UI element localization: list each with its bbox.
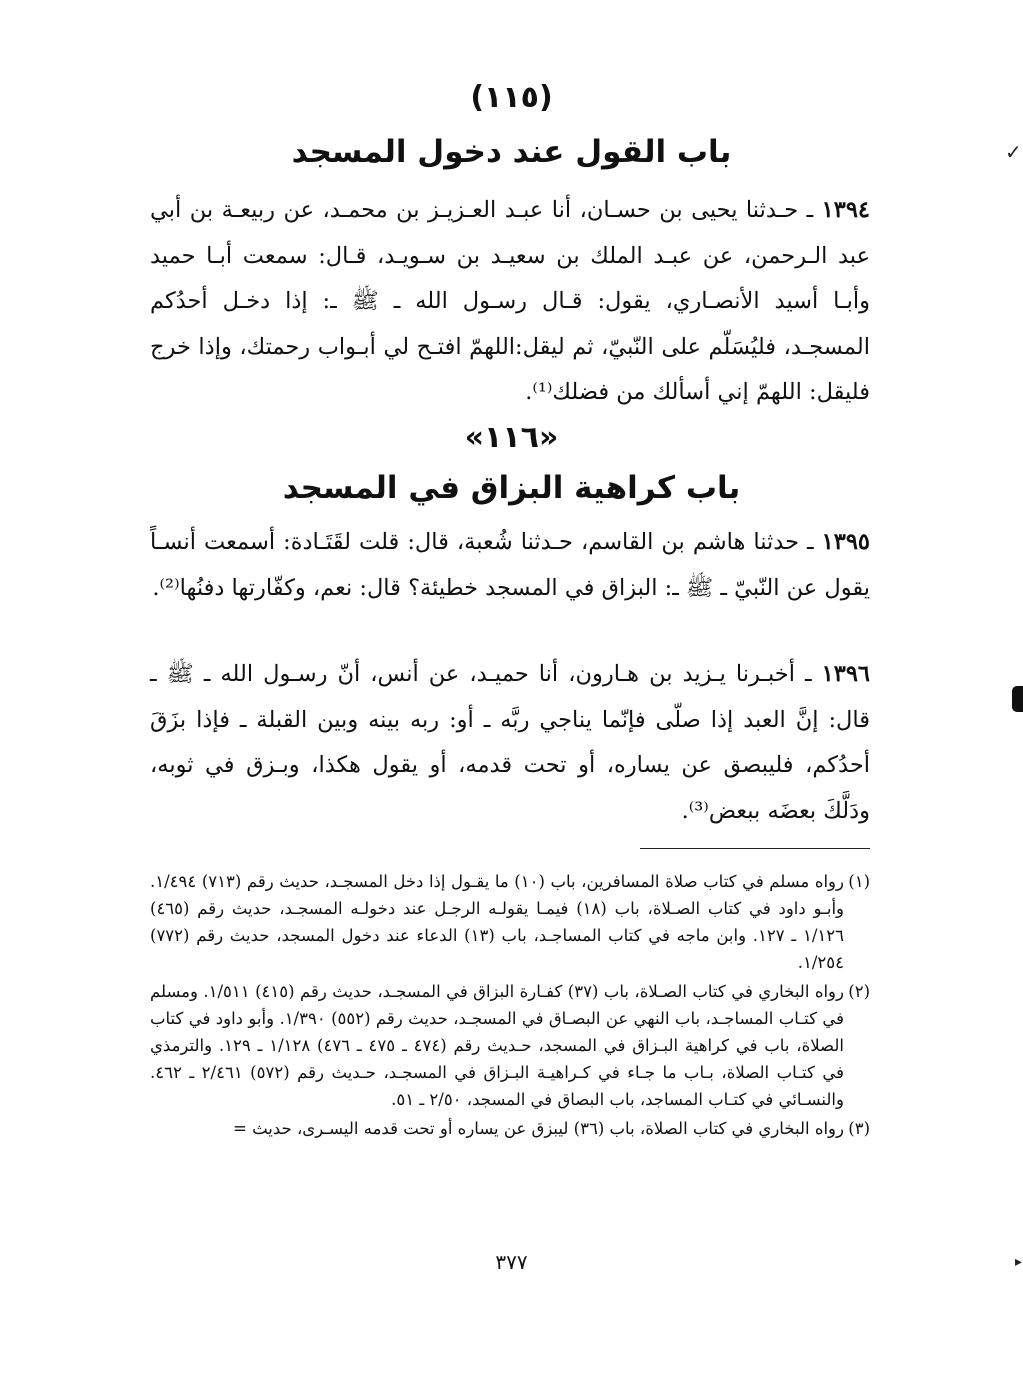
hadith-paragraph bbox=[150, 652, 870, 834]
footnote-divider bbox=[640, 848, 870, 849]
hadith-1395 bbox=[150, 520, 870, 611]
footnote-text: رواه البخاري في كتاب الصـلاة، باب (٣٧) كفـارة البزاق في المسجـد، حديث رقم (٤١٥) ١/٥١١. ومسلم في كتـاب المساجـد، باب النهي عن البصـاق في المسجـد، حديث رقم (٥٥٢) ١/٣٩٠. وأبو داود في كتاب الصلاة، باب في كراهية البـزاق في المسجد، حـديث رقم (٤٧٤ ـ ٤٧٥ ـ ٤٧٦) ١/١٢٨ ـ ١٢٩. والترمذي في كتـاب الصلاة، بـاب ما جـاء في كـراهيـة البـزاق في المسجـد، حـديث رقم (٥٧٢) ٢/٤٦١ ـ ٤٦٢. والنسـائي في كتـاب المساجد، باب البصاق في المسجد، ٢/٥٠ ـ ٥١. bbox=[150, 982, 844, 1109]
page-number: ٣٧٧ bbox=[495, 1250, 528, 1274]
chapter-title-entering-mosque: باب القول عند دخول المسجد bbox=[291, 134, 732, 170]
hadith-paragraph bbox=[150, 520, 870, 611]
footnote bbox=[150, 978, 870, 1113]
hadith-text: ـ أخبـرنا يـزيد بن هـارون، أنا حميـد، عن أنس، أنّ رسـول الله ـ ﷺ ـ قال: إنَّ العبد إذا صلّى فإنّما يناجي ربَّه ـ أو: ربه بينه وبين القبلة ـ فإذا بزَقَ أحدُكم، فليبصق عن يساره، أو تحت قدمه، أو يقول هكذا، وبـزق في ثوبه، ودَلَّكَ بعضَه ببعض⁽³⁾. bbox=[150, 661, 870, 824]
footnote-number: (٢) bbox=[848, 982, 870, 1001]
footnote-number: (١) bbox=[848, 872, 870, 891]
hadith-text: ـ حـدثنا يحيى بن حسـان، أنا عبـد العـزيـز بن محمـد، عن ربيعـة بن أبي عبد الـرحمن، عن عبـد الملك بن سعيـد بن سـويـد، قـال: سمعت أبـا حميد وأبـا أسيد الأنصـاري، يقول: قـال رسـول الله ـ ﷺ ـ: إذا دخـل أحدُكم المسجـد، فليُسَلّم على النّبيّ، ثم ليقل:اللهمّ افتـح لي أبـواب رحمتك، وإذا خرج فليقل: اللهمّ إني أسألك من فضلك⁽¹⁾. bbox=[150, 197, 870, 405]
footnote-text: رواه البخاري في كتاب الصلاة، باب (٣٦) ليبزق عن يساره أو تحت قدمه اليسـرى، حديث = bbox=[233, 1119, 844, 1138]
chapter-number-115: (١١٥) bbox=[470, 80, 553, 115]
footnote bbox=[150, 868, 870, 976]
hadith-number: ١٣٩٤ bbox=[821, 197, 871, 223]
hadith-number: ١٣٩٥ bbox=[821, 529, 871, 555]
footnote-number: (٣) bbox=[848, 1119, 870, 1138]
hadith-number: ١٣٩٦ bbox=[821, 661, 870, 687]
hadith-paragraph bbox=[150, 188, 870, 416]
footnotes bbox=[150, 868, 870, 1144]
footnote-text: رواه مسلم في كتاب صلاة المسافرين، باب (١٠) ما يقـول إذا دخل المسجـد، حديث رقم (٧١٣) ١/٤٩٤. وأبـو داود في كتاب الصـلاة، باب (١٨) فيمـا يقولـه الرجـل عند دخولـه المسجـد، حديث رقم (٤٦٥) ١/١٢٦ ـ ١٢٧. وابن ماجه في كتاب المساجـد، باب (١٣) الدعاء عند دخول المسجد، حديث رقم (٧٧٢) ١/٢٥٤. bbox=[150, 872, 845, 972]
margin-check-mark-icon: ✓ bbox=[1005, 140, 1022, 164]
hadith-1394 bbox=[150, 188, 870, 416]
footnote bbox=[150, 1115, 870, 1142]
hadith-1396 bbox=[150, 652, 870, 834]
margin-edge-mark-icon: ▸ bbox=[1015, 1254, 1023, 1270]
margin-ink-blot-icon bbox=[1012, 686, 1023, 712]
hadith-text: ـ حدثنا هاشم بن القاسم، حـدثنا شُعبة، قال: قلت لقَتَـادة: أسمعت أنسـاً يقول عن النّبيّ ـ ﷺ ـ: البزاق في المسجد خطيئة؟ قال: نعم، وكفّارتها دفنُها⁽²⁾. bbox=[150, 529, 870, 601]
chapter-number-116: «١١٦» bbox=[464, 420, 559, 455]
chapter-title-spitting-in-mosque: باب كراهية البزاق في المسجد bbox=[282, 470, 741, 506]
